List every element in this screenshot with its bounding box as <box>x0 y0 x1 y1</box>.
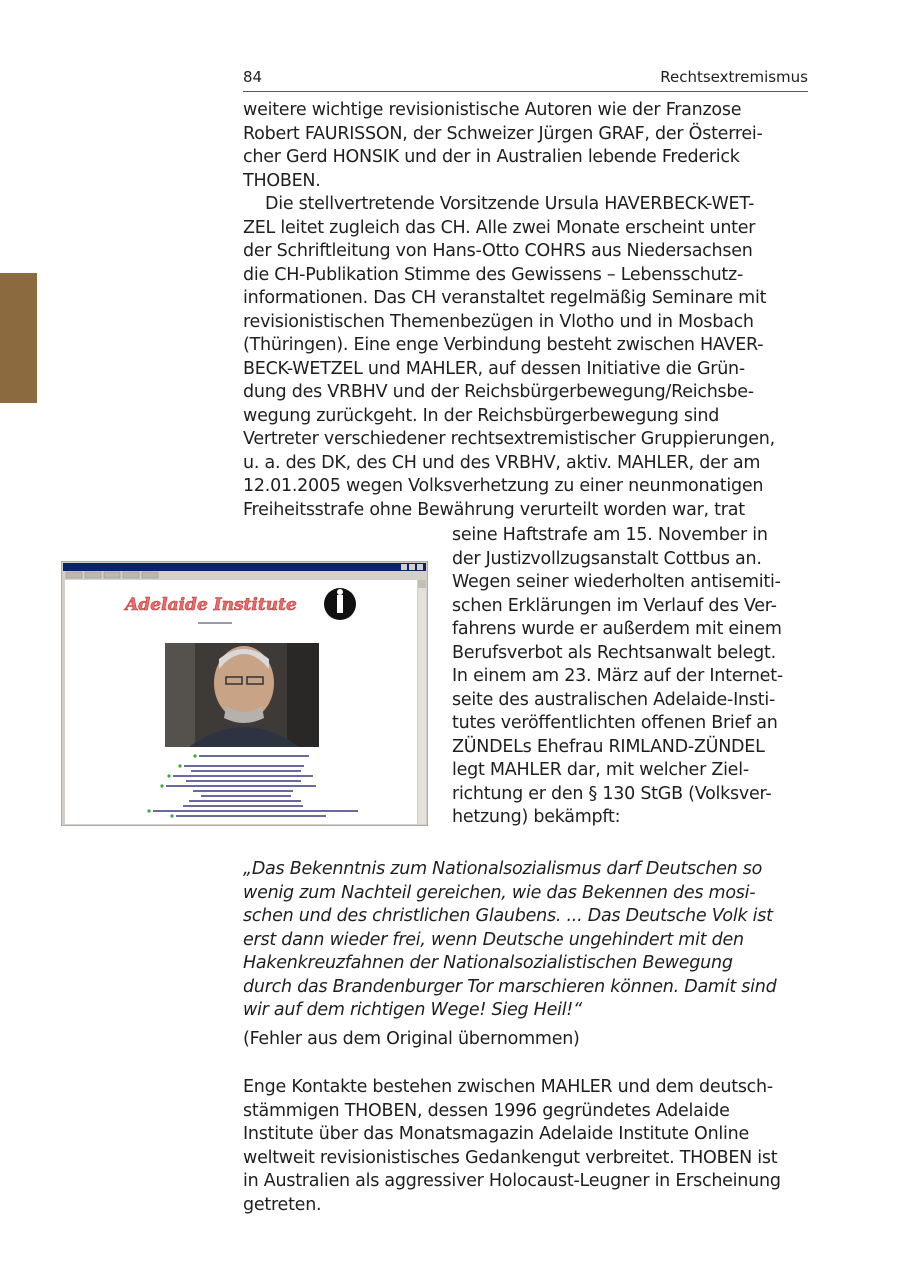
site-title: Adelaide Institute <box>125 595 297 615</box>
text-line: seine Haftstrafe am 15. November in <box>452 525 768 545</box>
text-line: wir auf dem richtigen Wege! Sieg Heil!“ <box>243 1000 582 1020</box>
text-line: informationen. Das CH veranstaltet regelmäßig Seminare mit <box>243 288 767 308</box>
text-line: weitere wichtige revisionistische Autoren wie der Franzose <box>243 100 742 120</box>
text-line: Institute über das Monatsmagazin Adelaide Institute Online <box>243 1124 749 1144</box>
window-titlebar <box>63 563 426 571</box>
text-line: legt MAHLER dar, mit welcher Ziel- <box>452 760 749 780</box>
thumb-index-tab <box>0 273 37 403</box>
text-line: BECK-WETZEL und MAHLER, auf dessen Initiative die Grün- <box>243 358 745 379</box>
text-line: weltweit revisionistisches Gedankengut verbreitet. THOBEN ist <box>243 1147 778 1168</box>
text-line: die CH-Publikation Stimme des Gewissens – Lebensschutz- <box>243 264 744 285</box>
text-line: Die stellvertretende Vorsitzende Ursula HAVERBECK-WET- <box>265 194 755 214</box>
text-line: schen und des christlichen Glaubens. ... Das Deutsche Volk ist <box>243 906 773 926</box>
text-line: fahrens wurde er außerdem mit einem <box>452 619 782 639</box>
text-line: schen Erklärungen im Verlauf des Ver- <box>452 595 777 616</box>
text-line: ZEL leitet zugleich das CH. Alle zwei Monate erscheint unter <box>243 217 756 238</box>
paragraph-2 <box>243 193 808 522</box>
text-line: hetzung) bekämpft: <box>452 807 621 827</box>
text-line: u. a. des DK, des CH und des VRBHV, aktiv. MAHLER, der am <box>243 452 761 473</box>
text-line: ZÜNDELs Ehefrau RIMLAND-ZÜNDEL <box>452 736 765 757</box>
quote-block <box>243 858 808 1023</box>
text-line: Enge Kontakte bestehen zwischen MAHLER und dem deutsch- <box>243 1077 773 1097</box>
text-line: Berufsverbot als Rechtsanwalt belegt. <box>452 642 776 663</box>
text-line: (Fehler aus dem Original übernommen) <box>243 1029 580 1049</box>
text-line: seite des australischen Adelaide-Insti- <box>452 689 776 710</box>
text-line: THOBEN. <box>243 170 321 191</box>
text-line: erst dann wieder frei, wenn Deutsche ungehindert mit den <box>243 929 744 950</box>
text-line: stämmigen THOBEN, dessen 1996 gegründetes Adelaide <box>243 1100 730 1121</box>
text-line: der Justizvollzugsanstalt Cottbus an. <box>452 548 762 569</box>
text-line: wenig zum Nachteil gereichen, wie das Bekennen des mosi- <box>243 882 756 903</box>
text-line: revisionistischen Themenbezügen in Vlotho und in Mosbach <box>243 311 754 332</box>
page-number: 84 <box>243 68 263 86</box>
text-line: Freiheitsstrafe ohne Bewährung verurteilt worden war, trat <box>243 499 745 520</box>
text-line: Hakenkreuzfahnen der Nationalsozialistischen Bewegung <box>243 953 733 973</box>
text-line: „Das Bekenntnis zum Nationalsozialismus darf Deutschen so <box>243 859 763 879</box>
text-line: tutes veröffentlichten offenen Brief an <box>452 713 778 733</box>
paragraph-1 <box>243 99 808 193</box>
text-line: Robert FAURISSON, der Schweizer Jürgen GRAF, der Österrei- <box>243 123 763 144</box>
text-line: der Schriftleitung von Hans-Otto COHRS aus Niedersachsen <box>243 241 753 261</box>
text-line: durch das Brandenburger Tor marschieren können. Damit sind <box>243 976 777 997</box>
paragraph-5 <box>243 1076 808 1217</box>
page-header <box>243 66 808 92</box>
text-line: Wegen seiner wiederholten antisemiti- <box>452 572 781 592</box>
text-line: wegung zurückgeht. In der Reichsbürgerbewegung sind <box>243 405 720 426</box>
text-line: In einem am 23. März auf der Internet- <box>452 666 783 686</box>
quote-note <box>243 1028 808 1052</box>
text-line: dung des VRBHV und der Reichsbürgerbewegung/Reichsbe- <box>243 382 754 402</box>
adelaide-institute-screenshot <box>61 561 428 826</box>
text-line: 12.01.2005 wegen Volksverhetzung zu einer neunmonatigen <box>243 476 764 496</box>
text-line: (Thüringen). Eine enge Verbindung besteht zwischen HAVER- <box>243 335 764 355</box>
running-head: Rechtsextremismus <box>660 68 808 86</box>
paragraph-3 <box>452 524 812 830</box>
text-line: getreten. <box>243 1194 322 1215</box>
text-line: richtung er den § 130 StGB (Volksver- <box>452 783 772 804</box>
text-line: cher Gerd HONSIK und der in Australien lebende Frederick <box>243 147 740 167</box>
text-line: Vertreter verschiedener rechtsextremistischer Gruppierungen, <box>243 429 775 449</box>
text-line: in Australien als aggressiver Holocaust-Leugner in Erscheinung <box>243 1171 781 1191</box>
